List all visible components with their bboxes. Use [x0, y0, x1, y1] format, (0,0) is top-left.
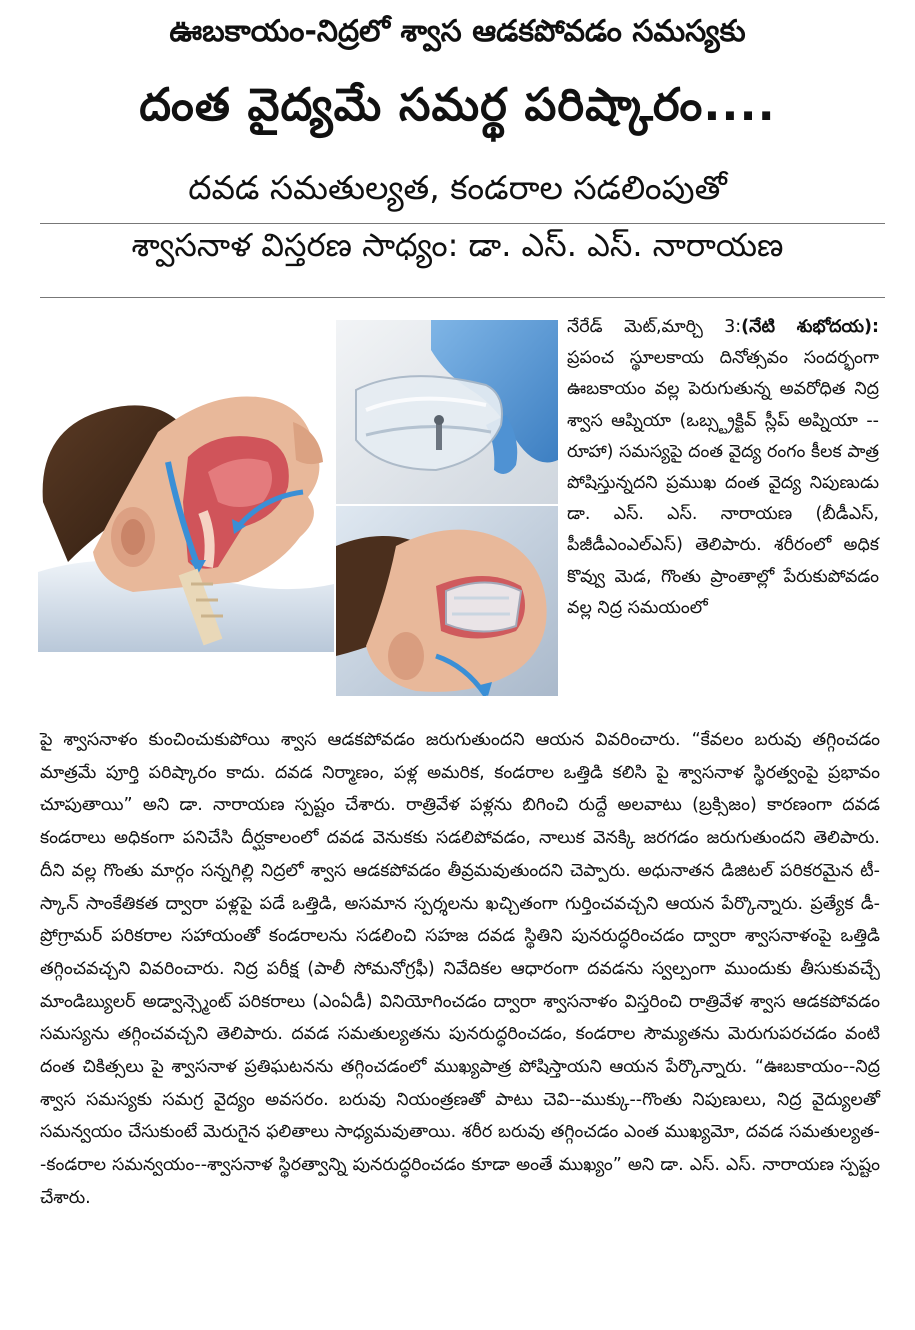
- news-source: (నేటి శుభోదయ):: [741, 317, 879, 337]
- jaw-with-oral-appliance-illustration: [336, 506, 558, 696]
- subheadline-2: శ్వాసనాళ విస్తరణ సాధ్యం: డా. ఎస్. ఎస్. నారాయణ: [131, 226, 784, 264]
- oral-appliance-gloved-hand-photo: [336, 320, 558, 504]
- dateline: నేరేడ్ మెట్,మార్చి 3:: [567, 317, 742, 337]
- article-intro-text: ప్రపంచ స్థూలకాయ దినోత్సవం సందర్భంగా ఊబకాయం వల్ల పెరుగుతున్న అవరోధిత నిద్ర శ్వాస ఆప్నియా (ఒబ్స్ట్రక్టివ్ స్లీప్ అప్నియా -- రూహా) సమస్యపై దంత వైద్య రంగం కీలక పాత్ర పోషిస్తున్నదని ప్రముఖ దంత వైద్య నిపుణుడు డా. ఎస్. ఎస్. నారాయణ (బీడీఎస్, పీజీడీఎంఎల్ఎస్) తెలిపారు. శరీరంలో అధిక కొవ్వు మెడ, గొంతు ప్రాంతాల్లో పేరుకుపోవడం వల్ల నిద్ర సమయంలో: [567, 348, 879, 618]
- sleeping-man-airway-illustration: [38, 322, 334, 652]
- subheadline-1: దవడ సమతుల్యత, కండరాల సడలింపుతో: [188, 168, 727, 207]
- headline-main: దంత వైద్యమే సమర్థ పరిష్కారం....: [139, 78, 776, 131]
- divider: [40, 223, 885, 224]
- article-intro-column: [567, 312, 879, 624]
- headline-line-1: ఊబకాయం-నిద్రలో శ్వాస ఆడకపోవడం సమస్యకు: [169, 14, 746, 49]
- article-body: పై శ్వాసనాళం కుంచించుకుపోయి శ్వాస ఆడకపోవడం జరుగుతుందని ఆయన వివరించారు. “కేవలం బరువు తగ్గించడం మాత్రమే పూర్తి పరిష్కారం కాదు. దవడ నిర్మాణం, పళ్ల అమరిక, కండరాల ఒత్తిడి కలిసి పై శ్వాసనాళ స్థిరత్వంపై ప్రభావం చూపుతాయి” అని డా. నారాయణ స్పష్టం చేశారు. రాత్రివేళ పళ్లను బిగించి రుద్దే అలవాటు (బ్రక్సిజం) కారణంగా దవడ కండరాలు అధికంగా పనిచేసి దీర్ఘకాలంలో దవడ వెనుకకు సడలిపోవడం, నాలుక వెనక్కి జరగడం జరుగుతుందని తెలిపారు. దీని వల్ల గొంతు మార్గం సన్నగిల్లి నిద్రలో శ్వాస ఆడకపోవడం తీవ్రమవుతుందని చెప్పారు. అధునాతన డిజిటల్ పరికరమైన టీ-స్కాన్ సాంకేతికత ద్వారా పళ్లపై పడే ఒత్తిడి, అసమాన స్పర్శలను ఖచ్చితంగా గుర్తించవచ్చని ఆయన పేర్కొన్నారు. ప్రత్యేక డీ-ప్రోగ్రామర్ పరికరాల సహాయంతో కండరాలను సడలించి సహజ దవడ స్థితిని పునరుద్ధరించడం ద్వారా శ్వాసనాళంపై ఒత్తిడి తగ్గించవచ్చని వివరించారు. నిద్ర పరీక్ష (పాలీ సోమనోగ్రఫీ) నివేదికల ఆధారంగా దవడను స్వల్పంగా ముందుకు తీసుకువచ్చే మాండిబ్యులర్ అడ్వాన్స్మెంట్ పరికరాలు (ఎంఏడీ) వినియోగించడం ద్వారా శ్వాసనాళం విస్తరించి రాత్రివేళ శ్వాస ఆడకపోవడం సమస్యను తగ్గించవచ్చని తెలిపారు. దవడ సమతుల్యతను పునరుద్ధరించడం, కండరాల సౌమ్యతను మెరుగుపరచడం వంటి దంత చికిత్సలు పై శ్వాసనాళ ప్రతిఘటనను తగ్గించడంలో ముఖ్యపాత్ర పోషిస్తాయని ఆయన పేర్కొన్నారు. “ఊబకాయం--నిద్ర శ్వాస సమస్యకు సమగ్ర వైద్యం అవసరం. బరువు నియంత్రణతో పాటు చెవి--ముక్కు--గొంతు నిపుణులు, నిద్ర వైద్యులతో సమన్వయం చేసుకుంటే మెరుగైన ఫలితాలు సాధ్యమవుతాయి. శరీర బరువు తగ్గించడం ఎంత ముఖ్యమో, దవడ సమతుల్యత--కండరాల సమన్వయం--శ్వాసనాళ స్థిరత్వాన్ని పునరుద్ధరించడం కూడా అంతే ముఖ్యం” అని డా. ఎస్. ఎస్. నారాయణ స్పష్టం చేశారు.: [40, 730, 880, 1208]
- divider: [40, 297, 885, 298]
